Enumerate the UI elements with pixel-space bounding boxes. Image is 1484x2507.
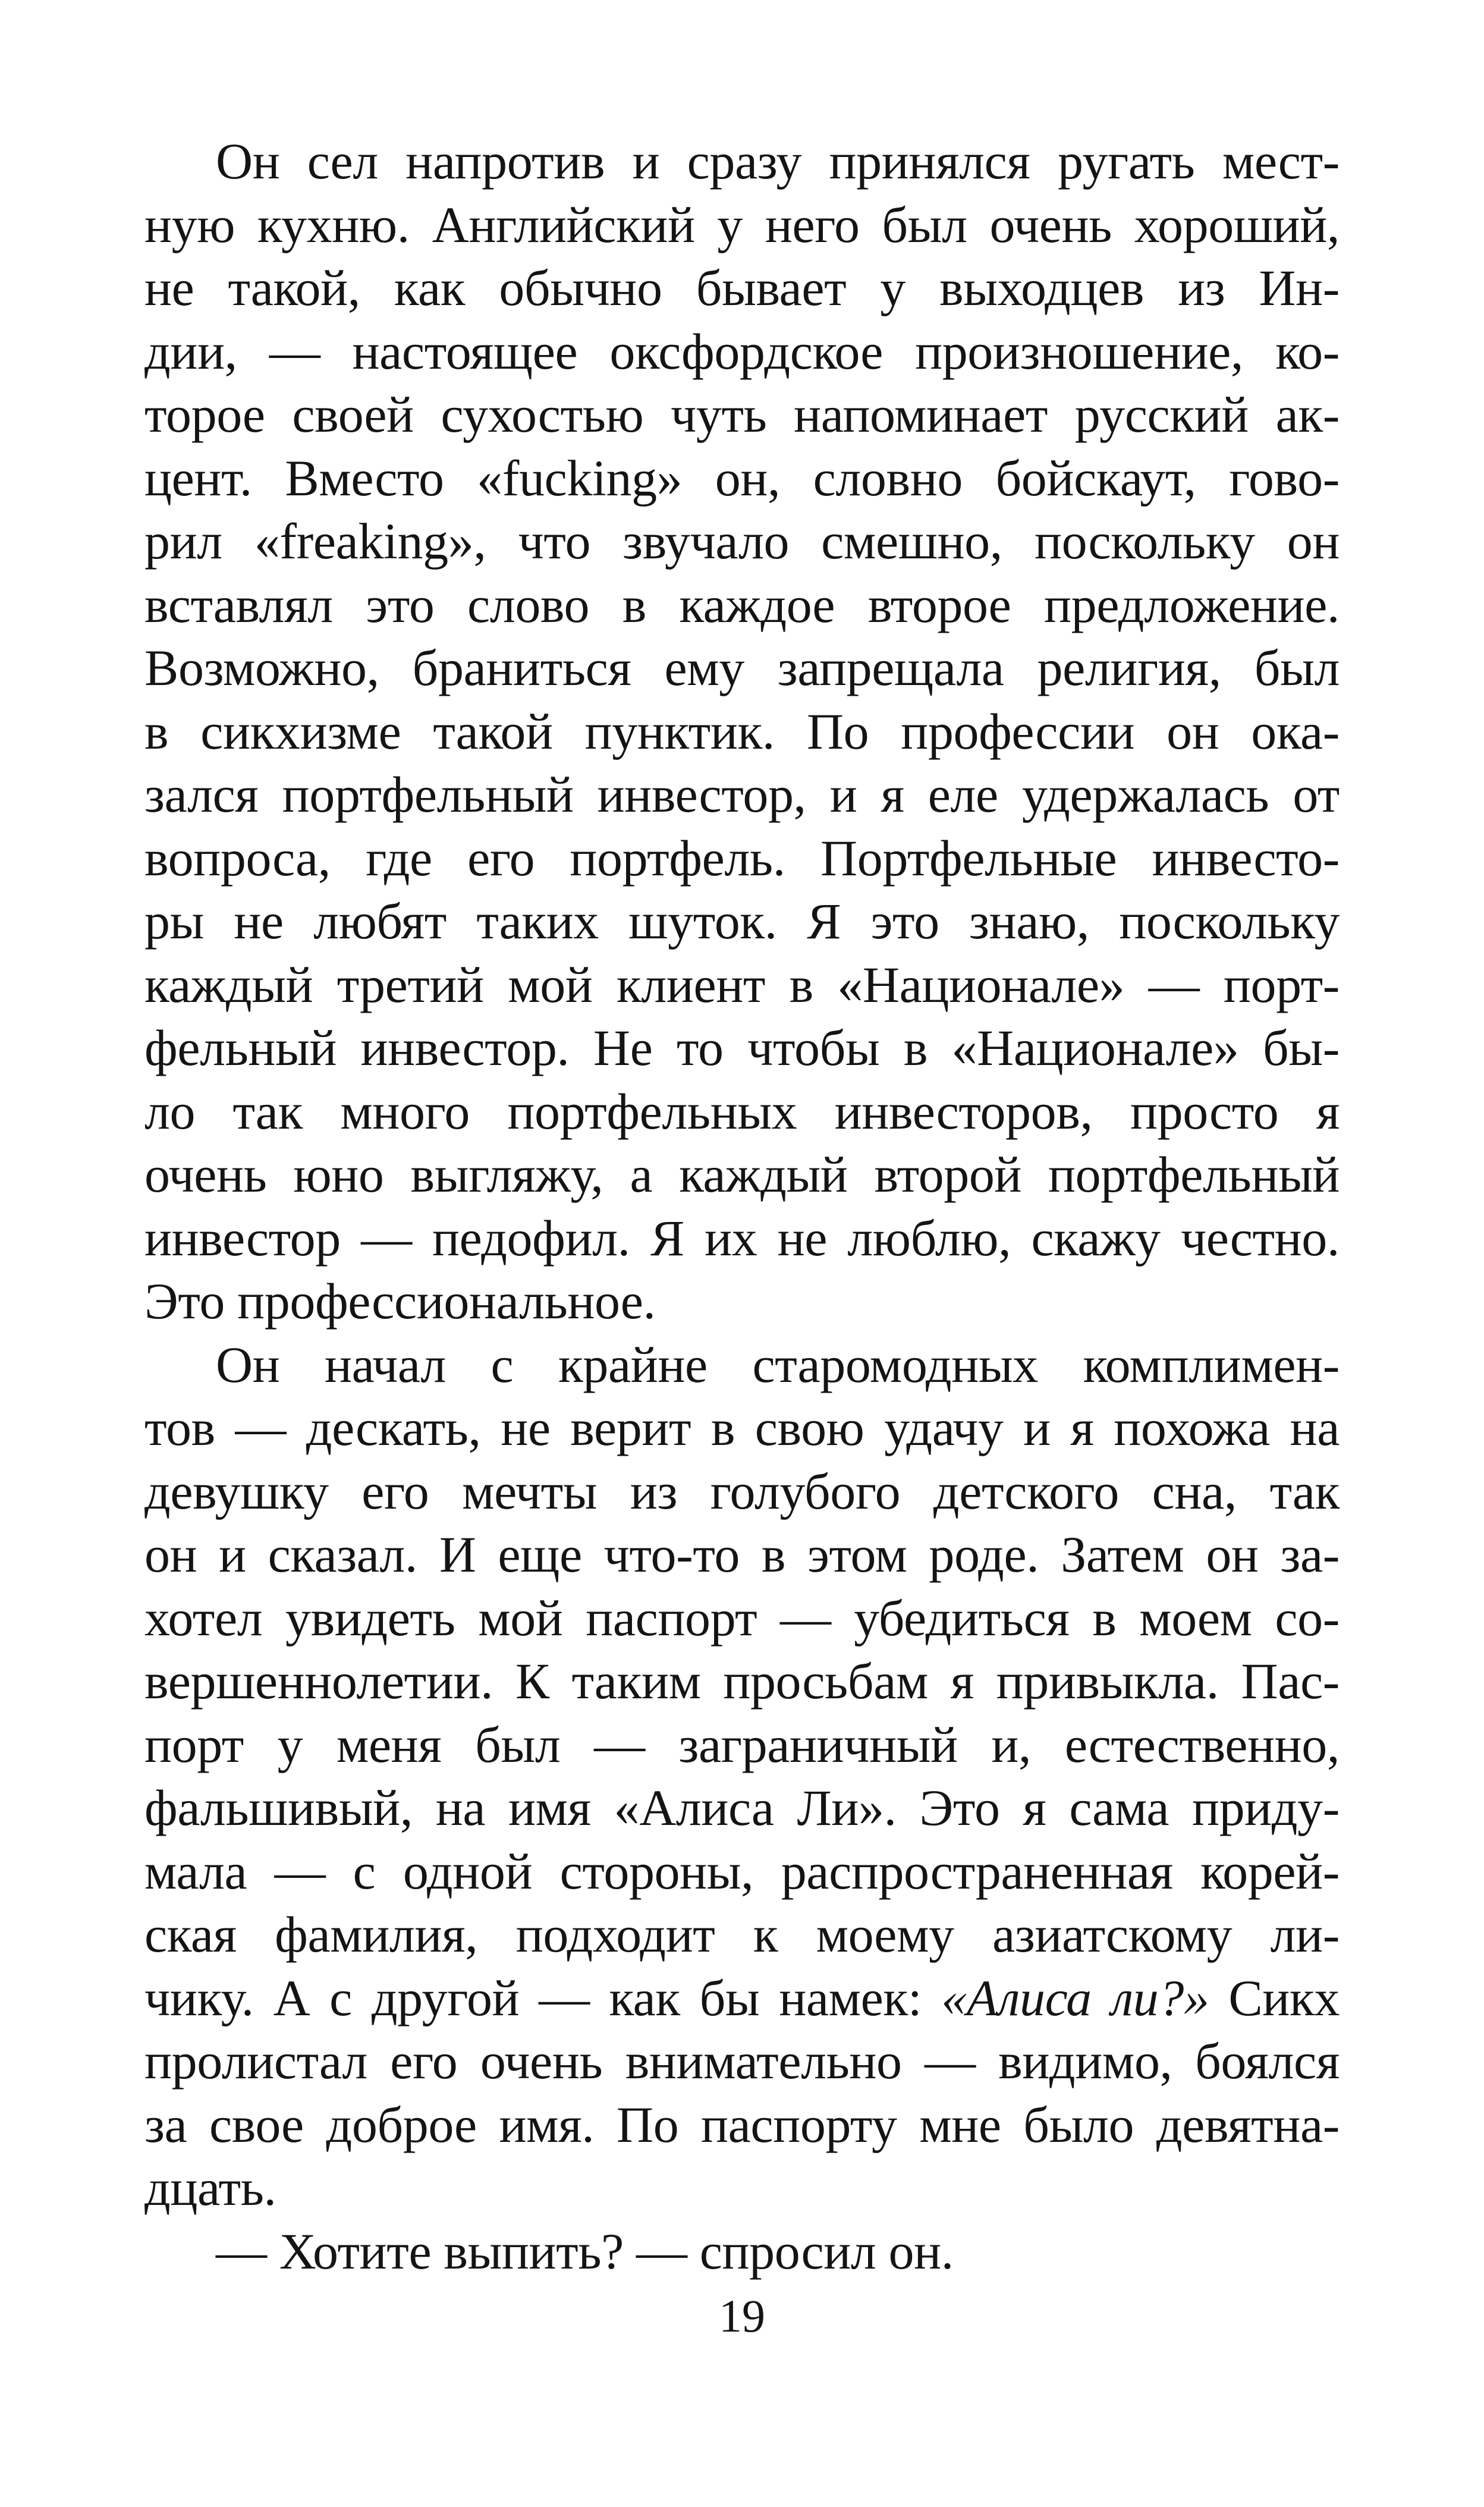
text-line: вставлял это слово в каждое второе предложение. — [144, 576, 1340, 633]
text-line: торое своей сухостью чуть напоминает русский ак- — [144, 386, 1340, 443]
text-line: не такой, как обычно бывает у выходцев из Ин- — [144, 259, 1340, 316]
paragraph — [144, 2220, 1340, 2283]
text-line: Он сел напротив и сразу принялся ругать мест- — [216, 133, 1340, 190]
text-line: хотел увидеть мой паспорт — убедиться в моем со- — [144, 1589, 1340, 1647]
text-segment: чику. А с другой — как бы намек: — [144, 1969, 942, 2027]
text-line: девушку его мечты из голубого детского сна, так — [144, 1462, 1340, 1520]
text-line: ры не любят таких шуток. Я это знаю, поскольку — [144, 893, 1340, 950]
text-line: — Хотите выпить? — спросил он. — [216, 2222, 954, 2280]
text-line: ло так много портфельных инвесторов, просто я — [144, 1082, 1340, 1140]
text-line: вершеннолетии. К таким просьбам я привыкла. Пас- — [144, 1653, 1340, 1710]
text-line — [144, 1966, 1340, 2030]
text-line: фельный инвестор. Не то чтобы в «Национале» бы- — [144, 1019, 1340, 1076]
text-line: рил «freaking», что звучало смешно, поскольку он — [144, 513, 1340, 570]
text-line: вопроса, где его портфель. Портфельные инвесто- — [144, 829, 1340, 887]
text-line: цент. Вместо «fucking» он, словно бойскаут, гово- — [144, 449, 1340, 507]
text-segment: Сикх — [1209, 1969, 1340, 2027]
text-line: порт у меня был — заграничный и, естественно, — [144, 1716, 1340, 1773]
text-line: очень юно выгляжу, а каждый второй портфельный — [144, 1146, 1340, 1203]
text-line: инвестор — педофил. Я их не люблю, скажу честно. — [144, 1209, 1340, 1267]
text-line: пролистал его очень внимательно — видимо, боялся — [144, 2032, 1340, 2090]
text-line: ную кухню. Английский у него был очень хороший, — [144, 196, 1340, 253]
paragraph — [144, 130, 1340, 1333]
text-line: фальшивый, на имя «Алиса Ли». Это я сама приду- — [144, 1779, 1340, 1836]
text-line: дии, — настоящее оксфордское произношение, ко- — [144, 322, 1340, 380]
text-line: мала — с одной стороны, распространенная корей- — [144, 1842, 1340, 1900]
text-line: в сикхизме такой пунктик. По профессии он ока- — [144, 702, 1340, 760]
italic-phrase: «Алиса ли?» — [941, 1969, 1209, 2027]
text-line: каждый третий мой клиент в «Национале» — порт- — [144, 956, 1340, 1013]
text-line: дцать. — [144, 2159, 276, 2216]
text-line: ская фамилия, подходит к моему азиатскому ли- — [144, 1906, 1340, 1963]
paragraph — [144, 1333, 1340, 2220]
text-line: зался портфельный инвестор, и я еле удержалась от — [144, 766, 1340, 823]
text-line: за свое доброе имя. По паспорту мне было девятна- — [144, 2096, 1340, 2153]
text-line: Это профессиональное. — [144, 1273, 656, 1330]
page-number: 19 — [719, 2290, 765, 2342]
text-line: тов — дескать, не верит в свою удачу и я похожа на — [144, 1399, 1340, 1456]
text-line: он и сказал. И еще что-то в этом роде. Затем он за- — [144, 1526, 1340, 1583]
text-line: Он начал с крайне старомодных комплимен- — [216, 1336, 1340, 1393]
page-body — [144, 130, 1340, 2283]
text-line: Возможно, браниться ему запрещала религия, был — [144, 639, 1340, 696]
